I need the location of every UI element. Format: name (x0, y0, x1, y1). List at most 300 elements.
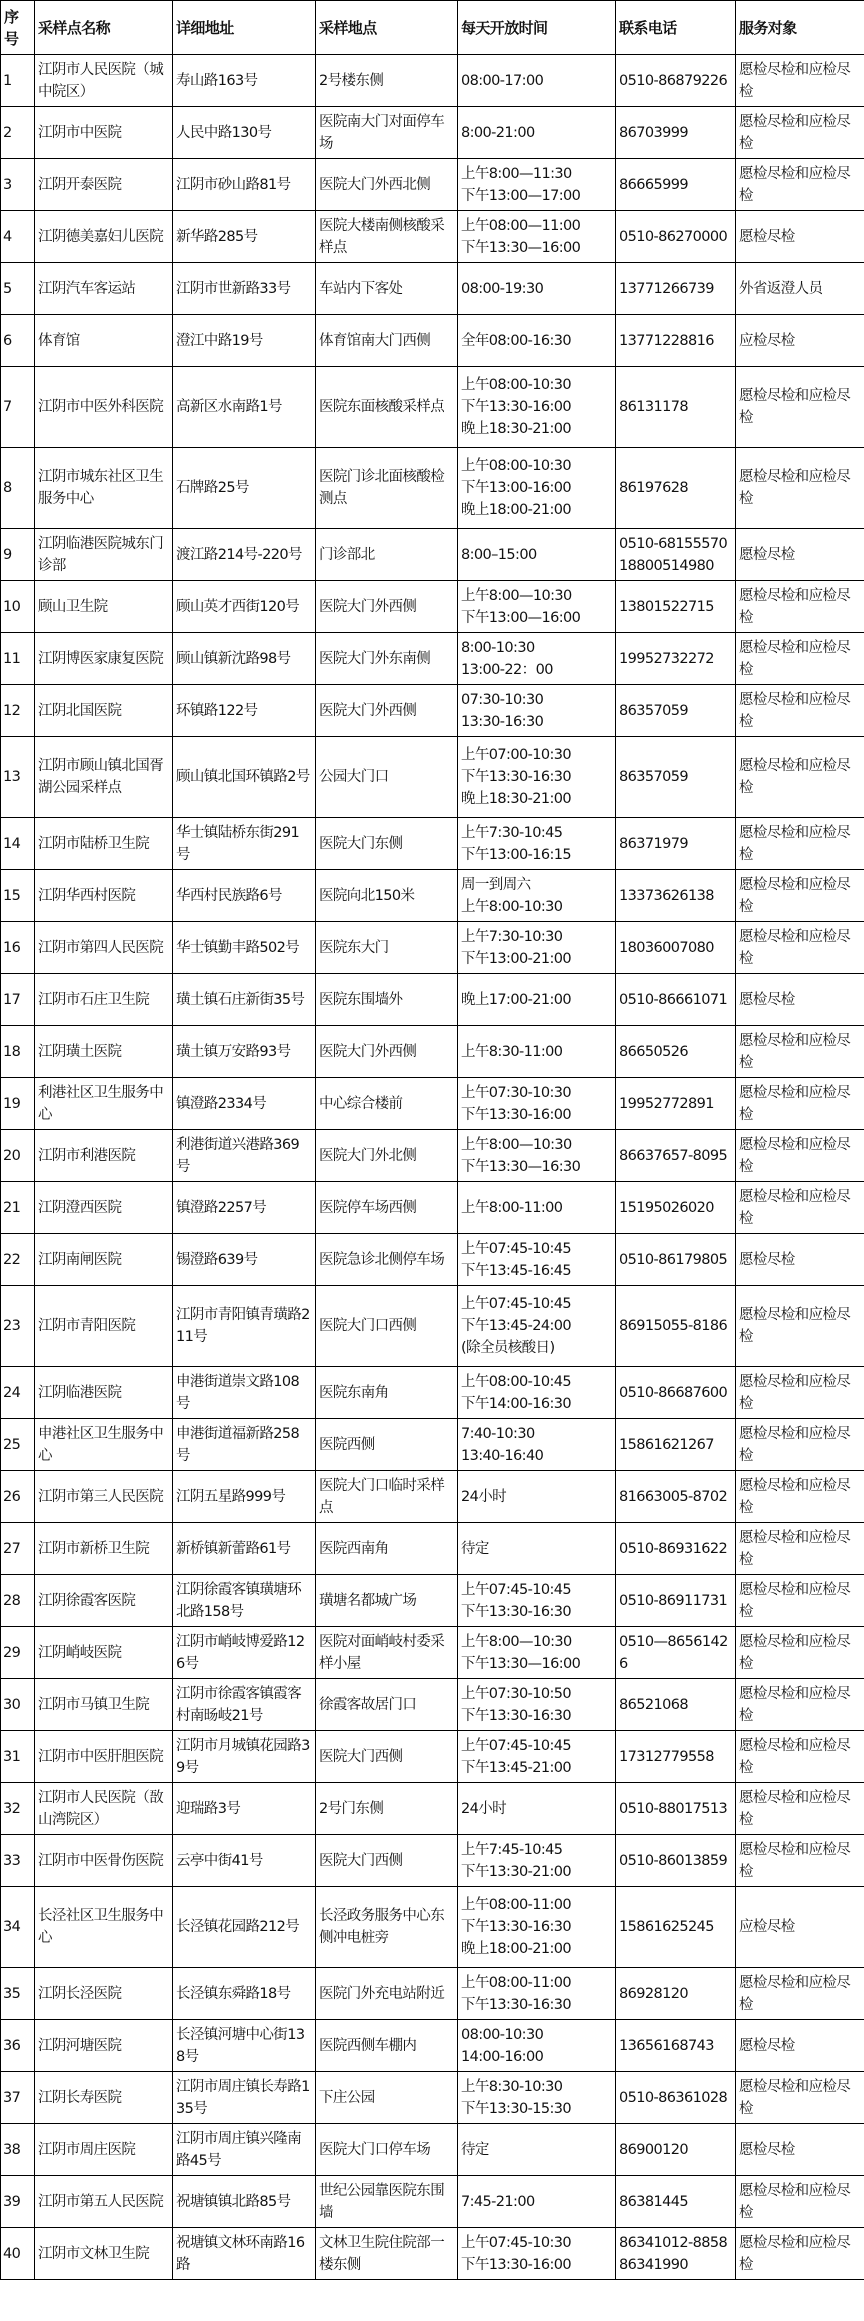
cell-phone: 13373626138 (616, 870, 736, 922)
cell-site-name: 江阴华西村医院 (35, 870, 173, 922)
table-row (1, 737, 864, 818)
table-row (1, 1367, 864, 1419)
cell-site-name: 江阴市人民医院（敔山湾院区） (35, 1783, 173, 1835)
cell-opening-hours: 7:40-10:30 13:40-16:40 (458, 1419, 616, 1471)
column-header-service-target: 服务对象 (736, 1, 864, 55)
cell-phone: 0510-86361028 (616, 2072, 736, 2124)
cell-opening-hours: 上午8:00—10:30 下午13:30—16:00 (458, 1627, 616, 1679)
table-row (1, 1026, 864, 1078)
cell-index: 25 (1, 1419, 35, 1471)
cell-phone: 0510-88017513 (616, 1783, 736, 1835)
cell-index: 6 (1, 315, 35, 367)
table-row (1, 581, 864, 633)
table-row (1, 2124, 864, 2176)
cell-phone: 0510-68155570 18800514980 (616, 529, 736, 581)
table-row (1, 1130, 864, 1182)
cell-service-target: 愿检尽检和应检尽检 (736, 685, 864, 737)
cell-service-target: 愿检尽检和应检尽检 (736, 1471, 864, 1523)
cell-service-target: 愿检尽检和应检尽检 (736, 367, 864, 448)
cell-service-target: 愿检尽检和应检尽检 (736, 2176, 864, 2228)
cell-opening-hours: 待定 (458, 1523, 616, 1575)
table-body (1, 55, 864, 2280)
cell-opening-hours: 晚上17:00-21:00 (458, 974, 616, 1026)
cell-site-name: 江阴长泾医院 (35, 1968, 173, 2020)
cell-address: 镇澄路2334号 (173, 1078, 316, 1130)
cell-sampling-location: 医院大门口临时采样点 (316, 1471, 458, 1523)
cell-sampling-location: 下庄公园 (316, 2072, 458, 2124)
cell-site-name: 江阴市青阳医院 (35, 1286, 173, 1367)
cell-sampling-location: 璜塘名都城广场 (316, 1575, 458, 1627)
cell-sampling-location: 医院门外充电站附近 (316, 1968, 458, 2020)
cell-index: 17 (1, 974, 35, 1026)
column-header-index: 序号 (1, 1, 35, 55)
table-row (1, 1182, 864, 1234)
cell-site-name: 江阴市利港医院 (35, 1130, 173, 1182)
cell-sampling-location: 医院大楼南侧核酸采样点 (316, 211, 458, 263)
cell-service-target: 愿检尽检 (736, 1234, 864, 1286)
table-row (1, 2020, 864, 2072)
cell-address: 迎瑞路3号 (173, 1783, 316, 1835)
cell-sampling-location: 医院西侧车棚内 (316, 2020, 458, 2072)
cell-sampling-location: 医院门诊北面核酸检测点 (316, 448, 458, 529)
cell-address: 江阴徐霞客镇璜塘环北路158号 (173, 1575, 316, 1627)
cell-service-target: 愿检尽检和应检尽检 (736, 55, 864, 107)
cell-index: 32 (1, 1783, 35, 1835)
cell-address: 璜土镇万安路93号 (173, 1026, 316, 1078)
cell-phone: 0510-86879226 (616, 55, 736, 107)
cell-sampling-location: 医院东南角 (316, 1367, 458, 1419)
table-row (1, 1783, 864, 1835)
cell-index: 38 (1, 2124, 35, 2176)
cell-sampling-location: 医院对面峭岐村委采样小屋 (316, 1627, 458, 1679)
cell-address: 高新区水南路1号 (173, 367, 316, 448)
table-row (1, 159, 864, 211)
cell-phone: 86357059 (616, 685, 736, 737)
cell-sampling-location: 医院大门外西侧 (316, 581, 458, 633)
table-row (1, 2228, 864, 2280)
cell-site-name: 体育馆 (35, 315, 173, 367)
cell-sampling-location: 世纪公园靠医院东围墙 (316, 2176, 458, 2228)
column-header-address: 详细地址 (173, 1, 316, 55)
table-row (1, 1078, 864, 1130)
cell-index: 19 (1, 1078, 35, 1130)
cell-opening-hours: 上午08:00-10:45 下午14:00-16:30 (458, 1367, 616, 1419)
table-row (1, 870, 864, 922)
column-header-site-name: 采样点名称 (35, 1, 173, 55)
cell-address: 华士镇勤丰路502号 (173, 922, 316, 974)
column-header-sampling-location: 采样地点 (316, 1, 458, 55)
cell-phone: 86197628 (616, 448, 736, 529)
cell-index: 5 (1, 263, 35, 315)
table-row (1, 1968, 864, 2020)
cell-address: 申港街道崇文路108号 (173, 1367, 316, 1419)
table-row (1, 1731, 864, 1783)
cell-opening-hours: 上午8:00-11:00 (458, 1182, 616, 1234)
table-row (1, 685, 864, 737)
cell-sampling-location: 徐霞客故居门口 (316, 1679, 458, 1731)
cell-site-name: 江阴市周庄医院 (35, 2124, 173, 2176)
table-row (1, 211, 864, 263)
cell-index: 34 (1, 1887, 35, 1968)
cell-index: 22 (1, 1234, 35, 1286)
cell-index: 30 (1, 1679, 35, 1731)
cell-phone: 18036007080 (616, 922, 736, 974)
cell-phone: 13801522715 (616, 581, 736, 633)
table-row (1, 633, 864, 685)
cell-service-target: 愿检尽检和应检尽检 (736, 1523, 864, 1575)
table-row (1, 107, 864, 159)
cell-phone: 19952772891 (616, 1078, 736, 1130)
cell-phone: 0510-86661071 (616, 974, 736, 1026)
cell-index: 37 (1, 2072, 35, 2124)
cell-address: 江阴市青阳镇青璜路211号 (173, 1286, 316, 1367)
cell-service-target: 愿检尽检和应检尽检 (736, 2228, 864, 2280)
cell-address: 华西村民族路6号 (173, 870, 316, 922)
cell-opening-hours: 08:00-10:30 14:00-16:00 (458, 2020, 616, 2072)
cell-service-target: 愿检尽检和应检尽检 (736, 818, 864, 870)
cell-site-name: 江阴市中医外科医院 (35, 367, 173, 448)
cell-phone: 86915055-8186 (616, 1286, 736, 1367)
cell-site-name: 江阴北国医院 (35, 685, 173, 737)
cell-index: 21 (1, 1182, 35, 1234)
cell-sampling-location: 2号门东侧 (316, 1783, 458, 1835)
cell-sampling-location: 长泾政务服务中心东侧冲电桩旁 (316, 1887, 458, 1968)
cell-index: 40 (1, 2228, 35, 2280)
cell-opening-hours: 08:00-19:30 (458, 263, 616, 315)
cell-phone: 13656168743 (616, 2020, 736, 2072)
cell-phone: 86357059 (616, 737, 736, 818)
cell-sampling-location: 2号楼东侧 (316, 55, 458, 107)
column-header-opening-hours: 每天开放时间 (458, 1, 616, 55)
table-row (1, 1419, 864, 1471)
cell-phone: 86703999 (616, 107, 736, 159)
cell-site-name: 顾山卫生院 (35, 581, 173, 633)
cell-phone: 86900120 (616, 2124, 736, 2176)
cell-opening-hours: 8:00–15:00 (458, 529, 616, 581)
cell-site-name: 江阴市中医肝胆医院 (35, 1731, 173, 1783)
cell-index: 7 (1, 367, 35, 448)
cell-phone: 13771228816 (616, 315, 736, 367)
cell-phone: 0510-86931622 (616, 1523, 736, 1575)
cell-service-target: 愿检尽检和应检尽检 (736, 107, 864, 159)
cell-opening-hours: 上午08:00-11:00 下午13:30-16:30 (458, 1968, 616, 2020)
cell-address: 锡澄路639号 (173, 1234, 316, 1286)
cell-opening-hours: 周一到周六 上午8:00-10:30 (458, 870, 616, 922)
cell-index: 8 (1, 448, 35, 529)
table-row (1, 1575, 864, 1627)
cell-sampling-location: 公园大门口 (316, 737, 458, 818)
cell-index: 36 (1, 2020, 35, 2072)
cell-service-target: 愿检尽检 (736, 2124, 864, 2176)
cell-sampling-location: 门诊部北 (316, 529, 458, 581)
cell-index: 18 (1, 1026, 35, 1078)
cell-phone: 0510-86013859 (616, 1835, 736, 1887)
cell-service-target: 愿检尽检和应检尽检 (736, 1078, 864, 1130)
cell-site-name: 江阴市马镇卫生院 (35, 1679, 173, 1731)
cell-opening-hours: 全年08:00-16:30 (458, 315, 616, 367)
cell-address: 江阴市月城镇花园路39号 (173, 1731, 316, 1783)
cell-site-name: 江阴徐霞客医院 (35, 1575, 173, 1627)
cell-opening-hours: 上午07:45-10:30 下午13:30-16:00 (458, 2228, 616, 2280)
cell-index: 11 (1, 633, 35, 685)
cell-sampling-location: 医院大门西侧 (316, 1835, 458, 1887)
cell-address: 利港街道兴港路369号 (173, 1130, 316, 1182)
cell-site-name: 江阴市第五人民医院 (35, 2176, 173, 2228)
cell-service-target: 应检尽检 (736, 1887, 864, 1968)
cell-index: 4 (1, 211, 35, 263)
cell-index: 24 (1, 1367, 35, 1419)
cell-index: 39 (1, 2176, 35, 2228)
table-row (1, 448, 864, 529)
cell-site-name: 江阴璜土医院 (35, 1026, 173, 1078)
cell-opening-hours: 上午7:30-10:45 下午13:00-16:15 (458, 818, 616, 870)
cell-service-target: 愿检尽检和应检尽检 (736, 1026, 864, 1078)
cell-index: 13 (1, 737, 35, 818)
cell-index: 1 (1, 55, 35, 107)
cell-service-target: 外省返澄人员 (736, 263, 864, 315)
cell-service-target: 愿检尽检和应检尽检 (736, 1575, 864, 1627)
cell-sampling-location: 医院大门外西侧 (316, 1026, 458, 1078)
table-row (1, 1471, 864, 1523)
cell-sampling-location: 医院大门外西北侧 (316, 159, 458, 211)
cell-opening-hours: 上午8:30-10:30 下午13:30-15:30 (458, 2072, 616, 2124)
cell-opening-hours: 08:00-17:00 (458, 55, 616, 107)
table-row (1, 1679, 864, 1731)
cell-opening-hours: 上午07:00-10:30 下午13:30-16:30 晚上18:30-21:00 (458, 737, 616, 818)
cell-service-target: 愿检尽检和应检尽检 (736, 1835, 864, 1887)
cell-address: 祝塘镇镇北路85号 (173, 2176, 316, 2228)
table-row (1, 1627, 864, 1679)
cell-site-name: 江阴市文林卫生院 (35, 2228, 173, 2280)
column-header-phone: 联系电话 (616, 1, 736, 55)
cell-site-name: 江阴市陆桥卫生院 (35, 818, 173, 870)
cell-index: 14 (1, 818, 35, 870)
cell-phone: 86928120 (616, 1968, 736, 2020)
cell-site-name: 江阴市中医院 (35, 107, 173, 159)
cell-address: 江阴市周庄镇长寿路135号 (173, 2072, 316, 2124)
cell-address: 长泾镇东舜路18号 (173, 1968, 316, 2020)
cell-service-target: 愿检尽检和应检尽检 (736, 1679, 864, 1731)
cell-service-target: 愿检尽检和应检尽检 (736, 1731, 864, 1783)
cell-site-name: 江阴河塘医院 (35, 2020, 173, 2072)
cell-address: 江阴市周庄镇兴隆南路45号 (173, 2124, 316, 2176)
cell-service-target: 愿检尽检 (736, 211, 864, 263)
cell-phone: 0510—86561426 (616, 1627, 736, 1679)
cell-sampling-location: 医院大门口停车场 (316, 2124, 458, 2176)
cell-address: 顾山英才西街120号 (173, 581, 316, 633)
cell-site-name: 江阴市新桥卫生院 (35, 1523, 173, 1575)
cell-site-name: 江阴德美嘉妇儿医院 (35, 211, 173, 263)
cell-opening-hours: 上午08:00-10:30 下午13:00-16:00 晚上18:00-21:00 (458, 448, 616, 529)
table-row (1, 1835, 864, 1887)
cell-index: 26 (1, 1471, 35, 1523)
table-row (1, 2072, 864, 2124)
cell-address: 人民中路130号 (173, 107, 316, 159)
cell-address: 澄江中路19号 (173, 315, 316, 367)
cell-site-name: 江阴峭岐医院 (35, 1627, 173, 1679)
table-row (1, 2176, 864, 2228)
cell-address: 镇澄路2257号 (173, 1182, 316, 1234)
table-row (1, 1286, 864, 1367)
cell-address: 寿山路163号 (173, 55, 316, 107)
cell-phone: 15861625245 (616, 1887, 736, 1968)
cell-service-target: 应检尽检 (736, 315, 864, 367)
cell-opening-hours: 7:45-21:00 (458, 2176, 616, 2228)
cell-service-target: 愿检尽检和应检尽检 (736, 922, 864, 974)
cell-phone: 86381445 (616, 2176, 736, 2228)
cell-index: 3 (1, 159, 35, 211)
cell-service-target: 愿检尽检和应检尽检 (736, 1968, 864, 2020)
table-row (1, 263, 864, 315)
cell-index: 27 (1, 1523, 35, 1575)
cell-phone: 86341012-8858 86341990 (616, 2228, 736, 2280)
cell-address: 江阴市砂山路81号 (173, 159, 316, 211)
cell-opening-hours: 8:00-10:30 13:00-22：00 (458, 633, 616, 685)
cell-index: 15 (1, 870, 35, 922)
cell-index: 29 (1, 1627, 35, 1679)
cell-site-name: 江阴市人民医院（城中院区） (35, 55, 173, 107)
table-row (1, 529, 864, 581)
cell-address: 江阴市徐霞客镇霞客村南旸岐21号 (173, 1679, 316, 1731)
cell-sampling-location: 医院西侧 (316, 1419, 458, 1471)
cell-service-target: 愿检尽检和应检尽检 (736, 1286, 864, 1367)
table-row (1, 55, 864, 107)
cell-opening-hours: 8:00-21:00 (458, 107, 616, 159)
cell-address: 华士镇陆桥东街291号 (173, 818, 316, 870)
cell-site-name: 江阴博医家康复医院 (35, 633, 173, 685)
cell-phone: 15195026020 (616, 1182, 736, 1234)
cell-phone: 17312779558 (616, 1731, 736, 1783)
cell-service-target: 愿检尽检和应检尽检 (736, 1627, 864, 1679)
cell-opening-hours: 上午07:45-10:45 下午13:45-24:00 (除全员核酸日) (458, 1286, 616, 1367)
cell-site-name: 江阴南闸医院 (35, 1234, 173, 1286)
cell-service-target: 愿检尽检和应检尽检 (736, 1130, 864, 1182)
cell-sampling-location: 医院大门外西侧 (316, 685, 458, 737)
cell-phone: 86637657-8095 (616, 1130, 736, 1182)
cell-address: 江阴市峭岐博爱路126号 (173, 1627, 316, 1679)
cell-sampling-location: 医院大门外东南侧 (316, 633, 458, 685)
cell-opening-hours: 上午07:30-10:30 下午13:30-16:00 (458, 1078, 616, 1130)
cell-sampling-location: 车站内下客处 (316, 263, 458, 315)
table-row (1, 974, 864, 1026)
cell-address: 江阴五星路999号 (173, 1471, 316, 1523)
table-row (1, 367, 864, 448)
cell-service-target: 愿检尽检和应检尽检 (736, 633, 864, 685)
cell-sampling-location: 文林卫生院住院部一楼东侧 (316, 2228, 458, 2280)
cell-sampling-location: 医院东面核酸采样点 (316, 367, 458, 448)
cell-phone: 86650526 (616, 1026, 736, 1078)
cell-opening-hours: 上午8:00—10:30 下午13:30—16:30 (458, 1130, 616, 1182)
cell-address: 新桥镇新蕾路61号 (173, 1523, 316, 1575)
cell-address: 顾山镇新沈路98号 (173, 633, 316, 685)
table-row (1, 1887, 864, 1968)
table-row (1, 922, 864, 974)
cell-index: 12 (1, 685, 35, 737)
cell-address: 璜土镇石庄新街35号 (173, 974, 316, 1026)
cell-opening-hours: 上午7:45-10:45 下午13:30-21:00 (458, 1835, 616, 1887)
cell-site-name: 江阴临港医院 (35, 1367, 173, 1419)
cell-site-name: 江阴开泰医院 (35, 159, 173, 211)
cell-opening-hours: 上午8:00—11:30 下午13:00—17:00 (458, 159, 616, 211)
cell-service-target: 愿检尽检和应检尽检 (736, 159, 864, 211)
cell-phone: 86521068 (616, 1679, 736, 1731)
cell-service-target: 愿检尽检和应检尽检 (736, 1419, 864, 1471)
cell-opening-hours: 24小时 (458, 1783, 616, 1835)
cell-site-name: 江阴汽车客运站 (35, 263, 173, 315)
cell-address: 云亭中街41号 (173, 1835, 316, 1887)
cell-site-name: 利港社区卫生服务中心 (35, 1078, 173, 1130)
cell-site-name: 江阴市顾山镇北国胥湖公园采样点 (35, 737, 173, 818)
cell-phone: 81663005-8702 (616, 1471, 736, 1523)
cell-address: 申港街道福新路258号 (173, 1419, 316, 1471)
cell-phone: 86665999 (616, 159, 736, 211)
cell-phone: 0510-86911731 (616, 1575, 736, 1627)
cell-phone: 13771266739 (616, 263, 736, 315)
cell-sampling-location: 医院大门东侧 (316, 818, 458, 870)
cell-phone: 86131178 (616, 367, 736, 448)
cell-site-name: 长泾社区卫生服务中心 (35, 1887, 173, 1968)
cell-service-target: 愿检尽检 (736, 2020, 864, 2072)
cell-service-target: 愿检尽检和应检尽检 (736, 1182, 864, 1234)
cell-service-target: 愿检尽检和应检尽检 (736, 448, 864, 529)
cell-sampling-location: 医院南大门对面停车场 (316, 107, 458, 159)
cell-index: 10 (1, 581, 35, 633)
cell-address: 石牌路25号 (173, 448, 316, 529)
cell-site-name: 江阴市城东社区卫生服务中心 (35, 448, 173, 529)
cell-service-target: 愿检尽检和应检尽检 (736, 870, 864, 922)
cell-opening-hours: 上午7:30-10:30 下午13:00-21:00 (458, 922, 616, 974)
cell-phone: 15861621267 (616, 1419, 736, 1471)
cell-opening-hours: 上午08:00-10:30 下午13:30-16:00 晚上18:30-21:00 (458, 367, 616, 448)
cell-sampling-location: 体育馆南大门西侧 (316, 315, 458, 367)
cell-site-name: 江阴市第三人民医院 (35, 1471, 173, 1523)
cell-address: 长泾镇花园路212号 (173, 1887, 316, 1968)
cell-service-target: 愿检尽检 (736, 529, 864, 581)
cell-site-name: 江阴临港医院城东门诊部 (35, 529, 173, 581)
cell-sampling-location: 医院东大门 (316, 922, 458, 974)
cell-service-target: 愿检尽检和应检尽检 (736, 1783, 864, 1835)
cell-phone: 0510-86179805 (616, 1234, 736, 1286)
cell-index: 20 (1, 1130, 35, 1182)
cell-index: 2 (1, 107, 35, 159)
cell-opening-hours: 上午8:30-11:00 (458, 1026, 616, 1078)
cell-opening-hours: 24小时 (458, 1471, 616, 1523)
cell-sampling-location: 中心综合楼前 (316, 1078, 458, 1130)
header-row (1, 1, 864, 55)
cell-phone: 0510-86270000 (616, 211, 736, 263)
cell-index: 35 (1, 1968, 35, 2020)
cell-index: 16 (1, 922, 35, 974)
cell-sampling-location: 医院向北150米 (316, 870, 458, 922)
cell-opening-hours: 上午07:45-10:45 下午13:45-16:45 (458, 1234, 616, 1286)
cell-sampling-location: 医院大门口西侧 (316, 1286, 458, 1367)
cell-sampling-location: 医院西南角 (316, 1523, 458, 1575)
cell-service-target: 愿检尽检和应检尽检 (736, 1367, 864, 1419)
cell-site-name: 申港社区卫生服务中心 (35, 1419, 173, 1471)
cell-service-target: 愿检尽检和应检尽检 (736, 737, 864, 818)
cell-opening-hours: 上午08:00-11:00 下午13:30-16:30 晚上18:00-21:00 (458, 1887, 616, 1968)
cell-sampling-location: 医院东围墙外 (316, 974, 458, 1026)
cell-sampling-location: 医院停车场西侧 (316, 1182, 458, 1234)
cell-site-name: 江阴长寿医院 (35, 2072, 173, 2124)
cell-opening-hours: 07:30-10:30 13:30-16:30 (458, 685, 616, 737)
cell-opening-hours: 上午07:30-10:50 下午13:30-16:30 (458, 1679, 616, 1731)
cell-opening-hours: 上午07:45-10:45 下午13:45-21:00 (458, 1731, 616, 1783)
cell-phone: 86371979 (616, 818, 736, 870)
cell-site-name: 江阴市石庄卫生院 (35, 974, 173, 1026)
cell-index: 9 (1, 529, 35, 581)
cell-address: 顾山镇北国环镇路2号 (173, 737, 316, 818)
